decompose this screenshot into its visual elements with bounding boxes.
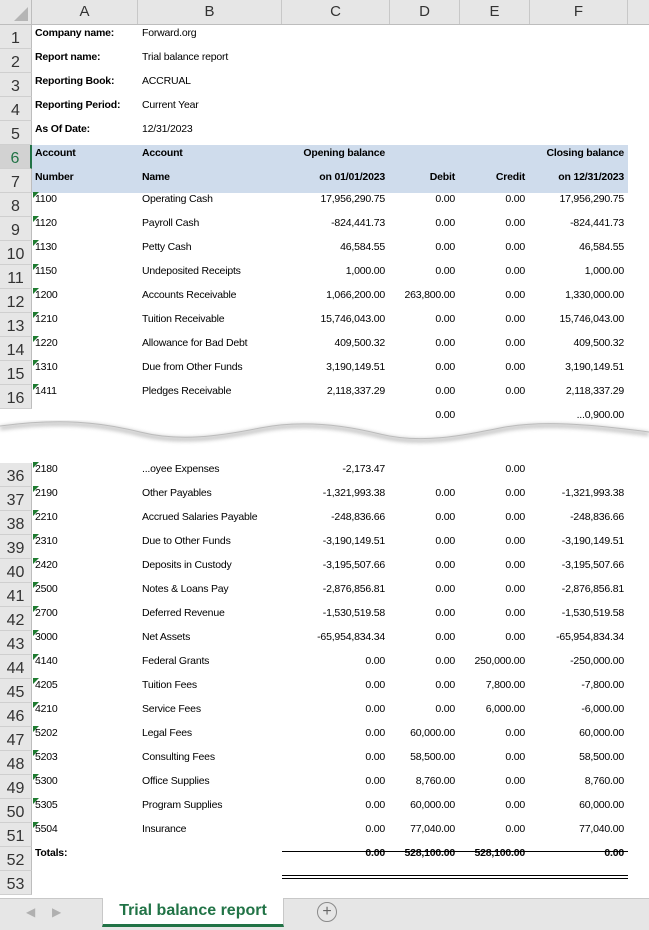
credit-value[interactable]: 0.00 — [505, 337, 525, 349]
account-name[interactable]: Due to Other Funds — [142, 535, 231, 547]
column-header-b[interactable]: B — [138, 0, 282, 24]
closing-balance-value[interactable]: 60,000.00 — [579, 727, 624, 739]
row-header[interactable]: 5 — [0, 121, 32, 145]
account-number[interactable]: 1220 — [35, 337, 135, 349]
debit-value[interactable]: 0.00 — [435, 265, 455, 277]
total-closing-balance[interactable]: 0.00 — [604, 847, 624, 859]
closing-balance-value[interactable]: -3,190,149.51 — [561, 535, 624, 547]
account-number[interactable]: 5300 — [35, 775, 135, 787]
opening-balance-value[interactable]: 2,118,337.29 — [326, 385, 385, 397]
debit-value[interactable]: 0.00 — [435, 193, 455, 205]
debit-value[interactable]: 0.00 — [435, 655, 455, 667]
total-credit[interactable]: 528,100.00 — [474, 847, 525, 859]
account-number[interactable]: 1120 — [35, 217, 135, 229]
debit-value[interactable]: 0.00 — [435, 559, 455, 571]
row-header[interactable]: 45 — [0, 679, 32, 703]
row-header[interactable]: 42 — [0, 607, 32, 631]
next-sheet-icon[interactable]: ▶ — [52, 905, 62, 919]
column-title-account-name[interactable]: Name — [142, 171, 170, 183]
account-name[interactable]: Payroll Cash — [142, 217, 200, 229]
closing-balance-value[interactable]: 2,118,337.29 — [565, 385, 624, 397]
row-header[interactable]: 39 — [0, 535, 32, 559]
column-header-bar — [0, 0, 649, 25]
meta-value[interactable]: Current Year — [142, 99, 199, 111]
credit-value[interactable]: 0.00 — [505, 313, 525, 325]
account-name[interactable]: Tuition Receivable — [142, 313, 225, 325]
row-header[interactable]: 15 — [0, 361, 32, 385]
account-name[interactable]: Legal Fees — [142, 727, 192, 739]
account-number[interactable]: 1100 — [35, 193, 135, 205]
row-header[interactable]: 7 — [0, 169, 32, 193]
credit-value[interactable]: 0.00 — [505, 241, 525, 253]
credit-value[interactable]: 0.00 — [505, 751, 525, 763]
account-name[interactable]: Other Payables — [142, 487, 212, 499]
account-name[interactable]: Program Supplies — [142, 799, 223, 811]
account-number[interactable]: 2500 — [35, 583, 135, 595]
debit-value[interactable]: 0.00 — [435, 217, 455, 229]
account-number[interactable]: 2700 — [35, 607, 135, 619]
row-header[interactable]: 10 — [0, 241, 32, 265]
opening-balance-value[interactable]: -2,173.47 — [342, 463, 385, 475]
credit-value[interactable]: 0.00 — [505, 607, 525, 619]
closing-balance-value[interactable]: 1,000.00 — [584, 265, 624, 277]
opening-balance-value[interactable]: -3,190,149.51 — [322, 535, 385, 547]
row-header[interactable]: 4 — [0, 97, 32, 121]
closing-balance-value[interactable]: 60,000.00 — [579, 799, 624, 811]
credit-value[interactable]: 0.00 — [505, 265, 525, 277]
column-title-account-number[interactable]: Number — [35, 171, 74, 183]
debit-value[interactable]: 0.00 — [435, 607, 455, 619]
opening-balance-value[interactable]: -65,954,834.34 — [317, 631, 385, 643]
credit-value[interactable]: 0.00 — [505, 631, 525, 643]
credit-value[interactable]: 0.00 — [505, 775, 525, 787]
credit-value[interactable]: 0.00 — [505, 217, 525, 229]
meta-label[interactable]: Company name: — [35, 27, 115, 39]
opening-balance-value[interactable]: 409,500.32 — [334, 337, 385, 349]
account-name[interactable]: Undeposited Receipts — [142, 265, 241, 277]
column-title-account-name[interactable]: Account — [142, 147, 183, 159]
credit-value[interactable]: 0.00 — [505, 559, 525, 571]
debit-value[interactable]: 0.00 — [435, 631, 455, 643]
opening-balance-value[interactable]: 0.00 — [365, 703, 385, 715]
opening-balance-value[interactable]: 3,190,149.51 — [326, 361, 385, 373]
row-header[interactable]: 50 — [0, 799, 32, 823]
opening-balance-value[interactable]: 1,066,200.00 — [326, 289, 385, 301]
account-number[interactable]: 2190 — [35, 487, 135, 499]
opening-balance-value[interactable]: 0.00 — [365, 727, 385, 739]
account-number[interactable]: 2310 — [35, 535, 135, 547]
debit-value[interactable]: 0.00 — [435, 511, 455, 523]
account-name[interactable]: Deposits in Custody — [142, 559, 232, 571]
closing-balance-value[interactable]: -824,441.73 — [570, 217, 624, 229]
credit-value[interactable]: 7,800.00 — [485, 679, 525, 691]
prev-sheet-icon[interactable]: ◀ — [26, 905, 36, 919]
closing-balance-value[interactable]: 409,500.32 — [573, 337, 624, 349]
account-name[interactable]: Petty Cash — [142, 241, 192, 253]
account-number[interactable]: 5202 — [35, 727, 135, 739]
opening-balance-value[interactable]: -248,836.66 — [331, 511, 385, 523]
opening-balance-value[interactable]: -1,321,993.38 — [322, 487, 385, 499]
account-number[interactable]: 5203 — [35, 751, 135, 763]
account-name[interactable]: Federal Grants — [142, 655, 210, 667]
credit-value[interactable]: 0.00 — [505, 823, 525, 835]
credit-value[interactable]: 0.00 — [505, 361, 525, 373]
meta-label[interactable]: Reporting Period: — [35, 99, 121, 111]
credit-value[interactable]: 0.00 — [505, 385, 525, 397]
row-header[interactable]: 37 — [0, 487, 32, 511]
debit-value[interactable]: 0.00 — [435, 337, 455, 349]
torn-page-gap — [0, 420, 649, 450]
opening-balance-value[interactable]: -824,441.73 — [331, 217, 385, 229]
debit-value[interactable]: 58,500.00 — [410, 751, 455, 763]
debit-value[interactable]: 60,000.00 — [410, 799, 455, 811]
row-header[interactable]: 49 — [0, 775, 32, 799]
closing-balance-value[interactable]: 58,500.00 — [579, 751, 624, 763]
closing-balance-value[interactable]: 3,190,149.51 — [565, 361, 624, 373]
meta-label[interactable]: Report name: — [35, 51, 101, 63]
debit-value[interactable]: 0.00 — [435, 313, 455, 325]
credit-value[interactable]: 0.00 — [505, 511, 525, 523]
credit-value[interactable]: 0.00 — [505, 583, 525, 595]
opening-balance-value[interactable]: 1,000.00 — [345, 265, 385, 277]
account-name[interactable]: Insurance — [142, 823, 187, 835]
row-header[interactable]: 47 — [0, 727, 32, 751]
account-number[interactable]: 2180 — [35, 463, 135, 475]
totals-double-underline — [282, 875, 628, 879]
row-header[interactable]: 9 — [0, 217, 32, 241]
meta-value[interactable]: Forward.org — [142, 27, 197, 39]
closing-balance-value[interactable]: -1,321,993.38 — [561, 487, 624, 499]
debit-value[interactable]: 0.00 — [435, 241, 455, 253]
row-header[interactable]: 40 — [0, 559, 32, 583]
totals-label[interactable]: Totals: — [35, 847, 68, 859]
row-header[interactable]: 14 — [0, 337, 32, 361]
opening-balance-value[interactable]: 46,584.55 — [340, 241, 385, 253]
row-header[interactable]: 16 — [0, 385, 32, 409]
meta-value[interactable]: ACCRUAL — [142, 75, 191, 87]
column-header-a[interactable]: A — [32, 0, 138, 24]
opening-balance-value[interactable]: 0.00 — [365, 655, 385, 667]
debit-value[interactable]: 8,760.00 — [415, 775, 455, 787]
closing-balance-value[interactable]: 46,584.55 — [579, 241, 624, 253]
account-number[interactable]: 1150 — [35, 265, 135, 277]
sheet-tab-bar — [0, 898, 649, 930]
account-number[interactable]: 5504 — [35, 823, 135, 835]
column-header-f[interactable]: F — [530, 0, 628, 24]
debit-value[interactable]: 0.00 — [435, 409, 455, 421]
debit-value[interactable]: 263,800.00 — [404, 289, 455, 301]
closing-balance-value[interactable]: -7,800.00 — [581, 679, 624, 691]
row-header[interactable]: 38 — [0, 511, 32, 535]
debit-value[interactable]: 77,040.00 — [410, 823, 455, 835]
account-name[interactable]: Allowance for Bad Debt — [142, 337, 248, 349]
credit-value[interactable]: 0.00 — [505, 535, 525, 547]
account-name[interactable]: Operating Cash — [142, 193, 213, 205]
account-name[interactable]: Notes & Loans Pay — [142, 583, 229, 595]
credit-value[interactable]: 0.00 — [505, 193, 525, 205]
meta-value[interactable]: 12/31/2023 — [142, 123, 193, 135]
row-header[interactable]: 44 — [0, 655, 32, 679]
account-number[interactable]: 3000 — [35, 631, 135, 643]
row-header[interactable]: 12 — [0, 289, 32, 313]
closing-balance-value[interactable]: -250,000.00 — [570, 655, 624, 667]
credit-value[interactable]: 0.00 — [505, 463, 525, 475]
row-header[interactable]: 43 — [0, 631, 32, 655]
account-name[interactable]: Due from Other Funds — [142, 361, 243, 373]
closing-balance-value[interactable]: 77,040.00 — [579, 823, 624, 835]
account-number[interactable]: 1200 — [35, 289, 135, 301]
account-number[interactable]: 1210 — [35, 313, 135, 325]
column-header-e[interactable]: E — [460, 0, 530, 24]
account-name[interactable]: Tuition Fees — [142, 679, 197, 691]
credit-value[interactable]: 6,000.00 — [485, 703, 525, 715]
opening-balance-value[interactable]: -2,876,856.81 — [322, 583, 385, 595]
account-number[interactable]: 4210 — [35, 703, 135, 715]
meta-label[interactable]: As Of Date: — [35, 123, 90, 135]
column-title-closing-balance[interactable]: Closing balance — [546, 147, 624, 159]
closing-balance-value[interactable]: -2,876,856.81 — [561, 583, 624, 595]
account-number[interactable]: 1130 — [35, 241, 135, 253]
debit-value[interactable]: 0.00 — [435, 385, 455, 397]
closing-balance-value[interactable]: 1,330,000.00 — [565, 289, 624, 301]
add-sheet-button[interactable]: + — [317, 902, 337, 922]
closing-balance-value[interactable]: -6,000.00 — [581, 703, 624, 715]
debit-value[interactable]: 0.00 — [435, 703, 455, 715]
debit-value[interactable]: 0.00 — [435, 487, 455, 499]
row-header[interactable]: 2 — [0, 49, 32, 73]
account-number[interactable]: 2210 — [35, 511, 135, 523]
account-number[interactable]: 1310 — [35, 361, 135, 373]
row-header[interactable]: 36 — [0, 463, 32, 487]
account-name[interactable]: Pledges Receivable — [142, 385, 232, 397]
row-header[interactable]: 53 — [0, 871, 32, 895]
credit-value[interactable]: 0.00 — [505, 727, 525, 739]
row-header[interactable]: 6 — [0, 145, 32, 169]
column-title-debit[interactable]: Debit — [429, 171, 455, 183]
column-title-opening-balance[interactable]: Opening balance — [303, 147, 385, 159]
row-header[interactable]: 48 — [0, 751, 32, 775]
account-name[interactable]: Deferred Revenue — [142, 607, 225, 619]
credit-value[interactable]: 0.00 — [505, 289, 525, 301]
account-number[interactable]: 4140 — [35, 655, 135, 667]
row-header[interactable]: 41 — [0, 583, 32, 607]
sheet-tab-trial-balance-report[interactable]: Trial balance report — [102, 898, 284, 927]
closing-balance-value[interactable]: 15,746,043.00 — [559, 313, 624, 325]
credit-value[interactable]: 0.00 — [505, 487, 525, 499]
debit-value[interactable]: 0.00 — [435, 679, 455, 691]
closing-balance-value[interactable]: -65,954,834.34 — [556, 631, 624, 643]
account-number[interactable]: 2420 — [35, 559, 135, 571]
total-debit[interactable]: 528,100.00 — [404, 847, 455, 859]
opening-balance-value[interactable]: 15,746,043.00 — [320, 313, 385, 325]
opening-balance-value[interactable]: 0.00 — [365, 775, 385, 787]
column-title-credit[interactable]: Credit — [495, 171, 525, 183]
column-title-closing-balance[interactable]: on 12/31/2023 — [558, 171, 624, 183]
row-header[interactable]: 46 — [0, 703, 32, 727]
account-number[interactable]: 4205 — [35, 679, 135, 691]
credit-value[interactable]: 250,000.00 — [474, 655, 525, 667]
opening-balance-value[interactable]: 0.00 — [365, 751, 385, 763]
opening-balance-value[interactable]: 0.00 — [365, 799, 385, 811]
column-header-c[interactable]: C — [282, 0, 390, 24]
row-header[interactable]: 13 — [0, 313, 32, 337]
closing-balance-value[interactable]: 17,956,290.75 — [559, 193, 624, 205]
row-header[interactable]: 3 — [0, 73, 32, 97]
debit-value[interactable]: 0.00 — [435, 535, 455, 547]
closing-balance-value[interactable]: -248,836.66 — [570, 511, 624, 523]
account-name[interactable]: Office Supplies — [142, 775, 210, 787]
debit-value[interactable]: 0.00 — [435, 583, 455, 595]
row-header[interactable]: 52 — [0, 847, 32, 871]
select-all-button[interactable] — [0, 0, 32, 24]
row-header[interactable]: 1 — [0, 25, 32, 49]
account-name[interactable]: Accounts Receivable — [142, 289, 237, 301]
total-opening-balance[interactable]: 0.00 — [365, 847, 385, 859]
account-name[interactable]: Accrued Salaries Payable — [142, 511, 258, 523]
column-header-d[interactable]: D — [390, 0, 460, 24]
account-number[interactable]: 1411 — [35, 385, 135, 397]
account-name[interactable]: Net Assets — [142, 631, 191, 643]
debit-value[interactable]: 0.00 — [435, 361, 455, 373]
column-title-account-number[interactable]: Account — [35, 147, 76, 159]
account-name[interactable]: ...oyee Expenses — [142, 463, 220, 475]
row-header[interactable]: 51 — [0, 823, 32, 847]
opening-balance-value[interactable]: 0.00 — [365, 823, 385, 835]
closing-balance-value[interactable]: ...0,900.00 — [576, 409, 624, 421]
opening-balance-value[interactable]: 17,956,290.75 — [320, 193, 385, 205]
opening-balance-value[interactable]: 0.00 — [365, 679, 385, 691]
debit-value[interactable]: 60,000.00 — [410, 727, 455, 739]
closing-balance-value[interactable]: 8,760.00 — [584, 775, 624, 787]
closing-balance-value[interactable]: -3,195,507.66 — [561, 559, 624, 571]
opening-balance-value[interactable]: -1,530,519.58 — [322, 607, 385, 619]
opening-balance-value[interactable]: -3,195,507.66 — [322, 559, 385, 571]
column-title-opening-balance[interactable]: on 01/01/2023 — [319, 171, 385, 183]
account-name[interactable]: Service Fees — [142, 703, 201, 715]
credit-value[interactable]: 0.00 — [505, 799, 525, 811]
closing-balance-value[interactable]: -1,530,519.58 — [561, 607, 624, 619]
account-number[interactable]: 5305 — [35, 799, 135, 811]
row-header[interactable]: 8 — [0, 193, 32, 217]
meta-value[interactable]: Trial balance report — [142, 51, 229, 63]
row-header[interactable]: 11 — [0, 265, 32, 289]
meta-label[interactable]: Reporting Book: — [35, 75, 115, 87]
account-name[interactable]: Consulting Fees — [142, 751, 215, 763]
